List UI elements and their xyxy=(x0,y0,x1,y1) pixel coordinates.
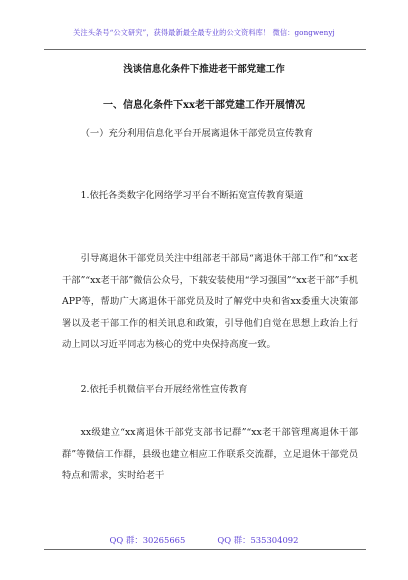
document-title: 浅谈信息化条件下推进老干部党建工作 xyxy=(123,64,285,75)
item-heading-1: 1.依托各类数字化网络学习平台不断拓宽宣传教育渠道 xyxy=(80,190,304,201)
body-paragraph-2: xx级建立“xx离退休干部党支部书记群”“xx老干部管理离退休干部群”等微信工作群，县级也建立相应工作联系交流群，立足退休干部党员特点和需求，实时给老干 xyxy=(62,427,358,482)
header-divider xyxy=(44,49,366,50)
footer-contact xyxy=(0,534,408,546)
body-paragraph-1: 引导离退休干部党员关注中组部老干部局“离退休干部工作”和“xx老干部”“xx老干部”微信公众号，下载安装使用“学习强国”“xx老干部”手机APP等，帮助广大离退休干部党员及时了解党中央和省xx委重大决策部署以及老干部工作的相关讯息和政策，引导他们自觉在思想上政治上行动上同以习近平同志为核心的党中央保持高度一致。 xyxy=(62,253,358,351)
subsection-heading: （一）充分利用信息化平台开展离退休干部党员宣传教育 xyxy=(80,128,314,139)
footer-divider xyxy=(44,549,366,550)
header-notice: 关注头条号“公文研究”，获得最新最全最专业的公文资料库！ 微信：gongwenyj xyxy=(73,28,335,37)
item-heading-2: 2.依托手机微信平台开展经常性宣传教育 xyxy=(80,384,248,395)
qq-group-1: QQ 群：30265665 xyxy=(109,535,186,545)
section-heading: 一、信息化条件下xx老干部党建工作开展情况 xyxy=(103,100,305,111)
qq-group-2: QQ 群：535304092 xyxy=(217,535,299,545)
